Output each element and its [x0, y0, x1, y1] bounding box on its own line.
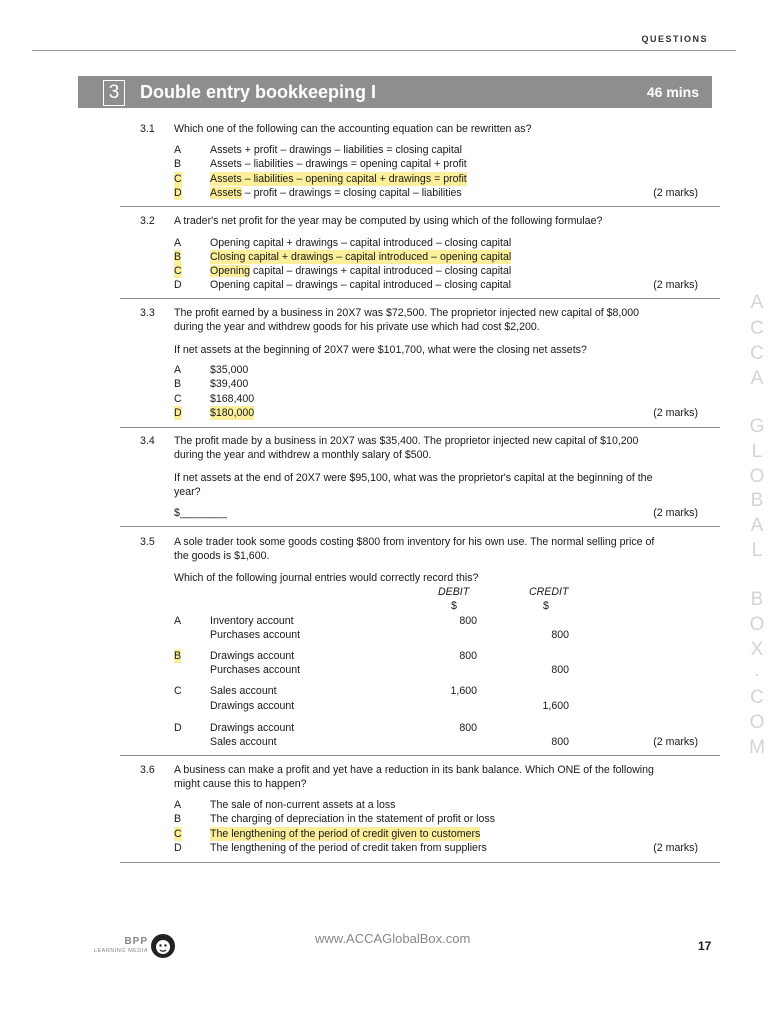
option-text: Opening capital – drawings – capital introduced – closing capital [210, 279, 511, 291]
watermark-letter: L [751, 441, 763, 462]
question-text: A trader's net profit for the year may be computed by using which of the following formulae? [174, 215, 603, 227]
watermark-letter: X [750, 639, 764, 660]
option-letter: A [174, 799, 182, 811]
watermark-letter: M [749, 737, 765, 758]
option-letter-highlighted: B [174, 650, 182, 662]
option-text-rest: – profit – drawings = closing capital – liabilities [241, 187, 462, 199]
journal-credit-account: Purchases account [210, 664, 301, 676]
option-text-highlighted: Assets – liabilities – opening capital + drawings = profit [210, 173, 467, 185]
option-letter: A [174, 144, 182, 156]
highlighted-word: Opening [210, 265, 251, 277]
watermark-letter: C [750, 318, 764, 339]
option-letter: B [174, 813, 182, 825]
option-text: $35,000 [210, 364, 249, 376]
watermark-letter: O [749, 712, 765, 733]
option-letter: B [174, 158, 182, 170]
option-letter: C [174, 393, 182, 405]
chapter-title: Double entry bookkeeping I [140, 82, 377, 102]
watermark-letter: O [749, 614, 765, 635]
watermark-letter: B [750, 589, 764, 610]
journal-debit-account: Inventory account [210, 615, 294, 627]
journal-credit-amount: 800 [551, 736, 569, 748]
option-letter-highlighted: C [174, 173, 182, 185]
marks-label: (2 marks) [653, 407, 698, 419]
option-letter: C [174, 685, 182, 697]
option-letter: A [174, 615, 182, 627]
question-divider [120, 526, 720, 527]
option-text [210, 264, 511, 278]
section-header-label: QUESTIONS [641, 34, 708, 44]
question-number: 3.3 [140, 307, 155, 319]
journal-debit-amount: 1,600 [450, 685, 477, 697]
question-text: might cause this to happen? [174, 778, 307, 790]
debit-column-header: DEBIT [438, 586, 470, 598]
question-text: If net assets at the beginning of 20X7 were $101,700, what were the closing net assets? [174, 344, 587, 356]
chapter-title-bar [78, 76, 712, 108]
question-number: 3.4 [140, 435, 155, 447]
question-divider [120, 206, 720, 207]
question-number: 3.1 [140, 123, 155, 135]
option-text: The sale of non-current assets at a loss [210, 799, 396, 811]
journal-debit-account: Drawings account [210, 650, 295, 662]
question-text: The profit made by a business in 20X7 was $35,400. The proprietor injected new capital of $10,200 [174, 435, 639, 447]
option-text-highlighted: The lengthening of the period of credit given to customers [210, 828, 481, 840]
option-letter-highlighted: B [174, 251, 182, 263]
publisher-subtitle: LEARNING MEDIA [93, 948, 148, 954]
option-text: $39,400 [210, 378, 249, 390]
option-text [210, 186, 462, 200]
question-text: A sole trader took some goods costing $800 from inventory for his own use. The normal selling price of [174, 536, 655, 548]
journal-credit-account: Purchases account [210, 629, 301, 641]
option-letter: B [174, 378, 182, 390]
question-divider [120, 862, 720, 863]
option-text: The charging of depreciation in the statement of profit or loss [210, 813, 496, 825]
credit-column-header: CREDIT [529, 586, 569, 598]
journal-debit-amount: 800 [459, 650, 477, 662]
option-letter-highlighted: C [174, 265, 182, 277]
option-letter-highlighted: C [174, 828, 182, 840]
option-text: $168,400 [210, 393, 255, 405]
option-text: Assets – liabilities – drawings = opening capital + profit [210, 158, 467, 170]
question-number: 3.6 [140, 764, 155, 776]
chapter-number: 3 [103, 80, 125, 106]
option-text-highlighted: $180,000 [210, 407, 255, 419]
watermark-letter: C [750, 343, 764, 364]
publisher-logo-text [82, 936, 148, 954]
option-text: Opening capital + drawings – capital introduced – closing capital [210, 237, 512, 249]
page-number: 17 [698, 939, 712, 953]
marks-label: (2 marks) [653, 736, 698, 748]
option-text-rest: capital – drawings + capital introduced – closing capital [250, 265, 512, 277]
highlighted-word: Assets [210, 187, 242, 199]
question-text: during the year and withdrew a monthly salary of $500. [174, 449, 432, 461]
answer-blank[interactable]: $________ [174, 507, 228, 519]
watermark-letter: A [750, 368, 764, 389]
option-text: The lengthening of the period of credit taken from suppliers [210, 842, 487, 854]
journal-debit-account: Sales account [210, 685, 277, 697]
publisher-name: BPP [124, 936, 148, 947]
option-letter-highlighted: D [174, 407, 182, 419]
option-letter-highlighted: D [174, 187, 182, 199]
option-text-highlighted: Closing capital + drawings – capital introduced – opening capital [210, 251, 512, 263]
marks-label: (2 marks) [653, 187, 698, 199]
marks-label: (2 marks) [653, 507, 698, 519]
footer-url: www.ACCAGlobalBox.com [315, 931, 471, 946]
question-text: the goods is $1,600. [174, 550, 270, 562]
top-divider [32, 50, 736, 51]
question-text: If net assets at the end of 20X7 were $95,100, what was the proprietor's capital at the beginning of the [174, 472, 653, 484]
marks-label: (2 marks) [653, 279, 698, 291]
option-letter: D [174, 722, 182, 734]
question-text: A business can make a profit and yet have a reduction in its bank balance. Which ONE of the following [174, 764, 654, 776]
question-number: 3.2 [140, 215, 155, 227]
option-letter: D [174, 279, 182, 291]
watermark-letter: G [749, 416, 765, 437]
question-number: 3.5 [140, 536, 155, 548]
credit-currency: $ [543, 600, 549, 612]
option-letter: A [174, 237, 182, 249]
journal-credit-amount: 800 [551, 629, 569, 641]
question-text: Which one of the following can the accounting equation can be rewritten as? [174, 123, 532, 135]
watermark-letter: O [749, 466, 765, 487]
journal-debit-amount: 800 [459, 615, 477, 627]
journal-credit-account: Sales account [210, 736, 277, 748]
debit-currency: $ [451, 600, 457, 612]
question-divider [120, 427, 720, 428]
watermark-letter: . [754, 660, 760, 681]
marks-label: (2 marks) [653, 842, 698, 854]
option-letter: D [174, 842, 182, 854]
watermark-letter: A [750, 515, 764, 536]
watermark-letter: L [751, 540, 763, 561]
journal-debit-account: Drawings account [210, 722, 295, 734]
option-text: Assets + profit – drawings – liabilities = closing capital [210, 144, 463, 156]
lion-logo-icon [150, 932, 176, 960]
journal-debit-amount: 800 [459, 722, 477, 734]
question-text: Which of the following journal entries would correctly record this? [174, 572, 479, 584]
question-text: The profit earned by a business in 20X7 was $72,500. The proprietor injected new capital of $8,000 [174, 307, 640, 319]
chapter-time: 46 mins [646, 84, 699, 100]
watermark-letter: B [750, 490, 764, 511]
question-text: year? [174, 486, 201, 498]
watermark-letter: A [750, 292, 764, 313]
question-text: during the year and withdrew goods for his private use which had cost $2,200. [174, 321, 540, 333]
journal-credit-amount: 1,600 [542, 700, 569, 712]
option-letter: A [174, 364, 182, 376]
question-divider [120, 298, 720, 299]
question-divider [120, 755, 720, 756]
watermark-letter: C [750, 687, 764, 708]
journal-credit-account: Drawings account [210, 700, 295, 712]
journal-credit-amount: 800 [551, 664, 569, 676]
